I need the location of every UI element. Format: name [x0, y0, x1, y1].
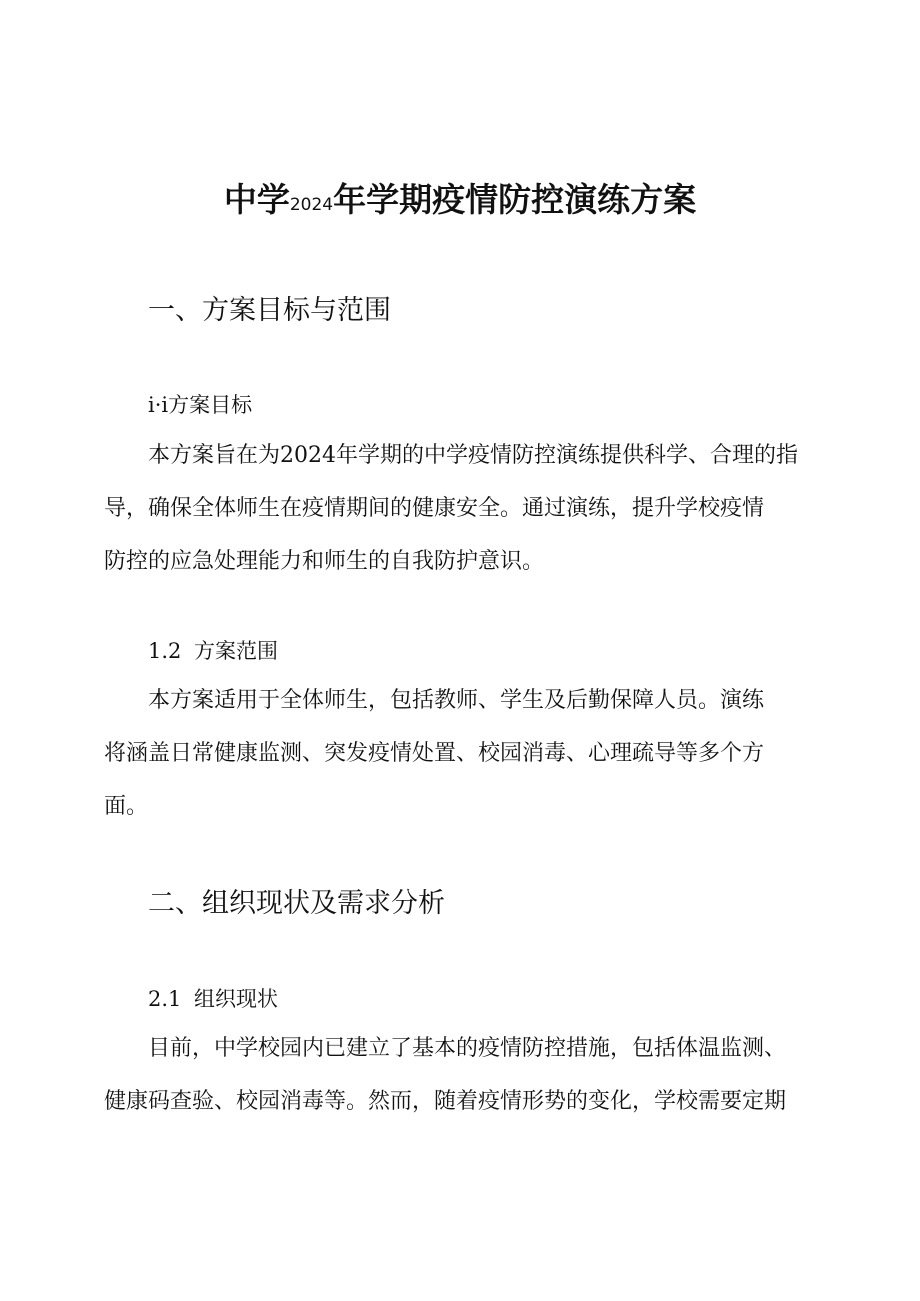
section-heading-1: 一、方案目标与范围: [148, 295, 391, 326]
paragraph-line: 本方案适用于全体师生，包括教师、学生及后勤保障人员。演练: [148, 688, 765, 713]
paragraph-line: 本方案旨在为2024年学期的中学疫情防控演练提供科学、合理的指: [148, 443, 798, 468]
paragraph-line: 健康码查验、校园消毒等。然而，随着疫情形势的变化，学校需要定期: [104, 1089, 787, 1114]
subsection-title: 方案目标: [168, 393, 253, 417]
subsection-number: 2.1: [148, 987, 182, 1011]
subsection-heading-1-2: [148, 636, 278, 666]
paragraph-2-1: [104, 1022, 816, 1128]
paragraph-line: 将涵盖日常健康监测、突发疫情处置、校园消毒、心理疏导等多个方: [104, 741, 765, 766]
paragraph-line: 目前，中学校园内已建立了基本的疫情防控措施，包括体温监测、: [148, 1036, 787, 1061]
title-year: 2024: [289, 195, 334, 215]
subsection-number: i·i: [148, 393, 169, 417]
document-title: [0, 172, 920, 233]
paragraph-line: 导，确保全体师生在疫情期间的健康安全。通过演练，提升学校疫情: [104, 496, 765, 521]
paragraph-1-2: [104, 674, 816, 833]
paragraph-line: 面。: [104, 794, 149, 819]
subsection-title: 组织现状: [194, 987, 278, 1011]
paragraph-1-1: [104, 429, 816, 588]
subsection-number: 1.2: [148, 639, 182, 663]
subsection-heading-1-1: [148, 390, 252, 420]
subsection-heading-2-1: [148, 984, 278, 1014]
title-suffix: 年学期疫情防控演练方案: [333, 180, 697, 219]
subsection-title: 方案范围: [194, 639, 278, 663]
section-heading-2: 二、组织现状及需求分析: [148, 888, 445, 919]
paragraph-line: 防控的应急处理能力和师生的自我防护意识。: [104, 549, 545, 574]
title-prefix: 中学: [223, 180, 290, 219]
